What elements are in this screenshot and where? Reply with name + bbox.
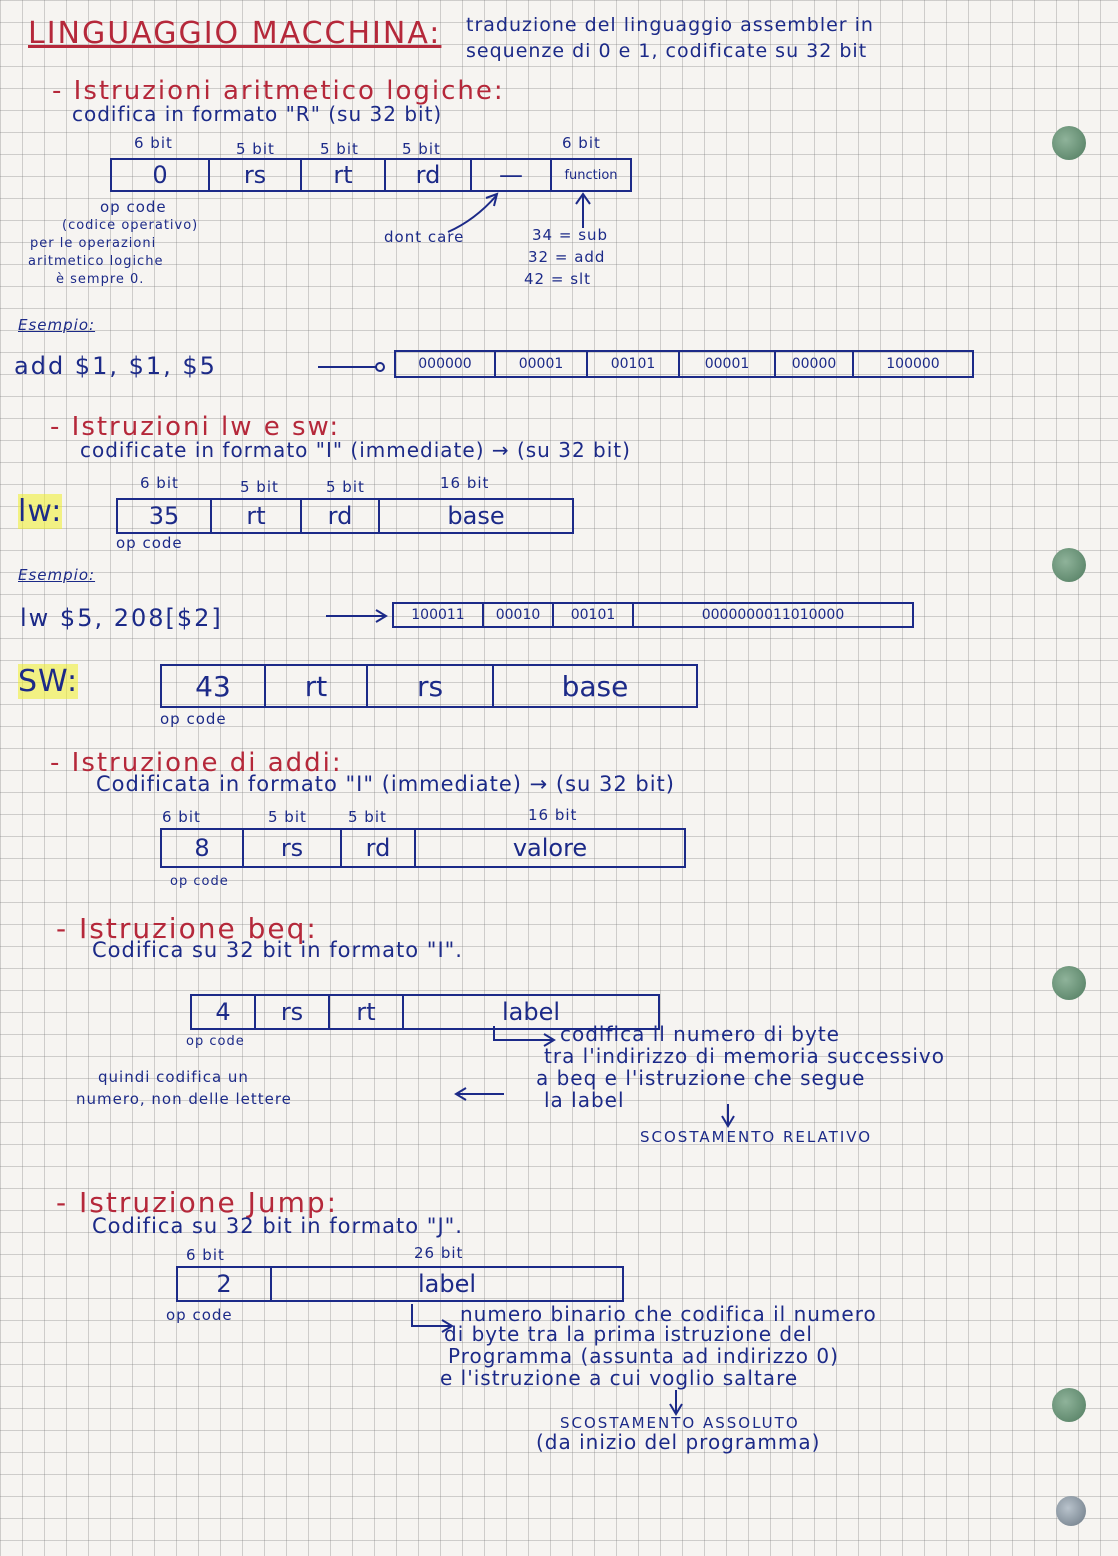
rt-cell: rt <box>330 996 404 1028</box>
arrow-icon <box>412 1304 450 1326</box>
opcode-note-1: op code <box>100 198 167 216</box>
opcode-label: op code <box>116 534 183 552</box>
bit-label: 5 bit <box>240 478 279 496</box>
dont-care-label: dont care <box>384 228 465 246</box>
beq-left-note-2: numero, non delle lettere <box>76 1090 292 1108</box>
function-cell: function <box>564 167 618 183</box>
rs-cell: rs <box>244 830 342 866</box>
opcode-label: op code <box>170 874 229 889</box>
beq-note-line-2: tra l'indirizzo di memoria successivo <box>544 1044 945 1068</box>
rt-cell: rt <box>302 160 386 190</box>
function-code: 32 = add <box>528 248 606 266</box>
example-label: Esempio: <box>18 316 96 334</box>
scostamento-assoluto: SCOSTAMENTO ASSOLUTO <box>560 1414 800 1432</box>
jump-subtitle: Codifica su 32 bit in formato "J". <box>92 1214 463 1238</box>
jump-note-line-2: di byte tra la prima istruzione del <box>444 1322 813 1346</box>
bit-label: 6 bit <box>162 808 201 826</box>
opcode-note-3: per le operazioni <box>30 236 157 251</box>
opcode-label: op code <box>186 1034 245 1049</box>
binary-field: 00101 <box>554 604 634 626</box>
opcode-note-4: aritmetico logiche <box>28 254 164 269</box>
opcode-cell: 4 <box>192 996 256 1028</box>
shamt-cell: — <box>472 160 552 190</box>
r-format-subtitle: codifica in formato "R" (su 32 bit) <box>72 102 443 126</box>
scostamento-assoluto-note: (da inizio del programma) <box>536 1430 821 1454</box>
binary-field: 00000 <box>776 352 854 376</box>
opcode-cell: 2 <box>178 1268 272 1300</box>
addi-heading: - Istruzione di addi: <box>50 748 343 778</box>
opcode-cell: 35 <box>118 500 212 532</box>
beq-left-note-1: quindi codifica un <box>98 1068 249 1086</box>
rd-cell: rd <box>342 830 416 866</box>
bit-label: 5 bit <box>402 140 441 158</box>
binary-field: 00001 <box>496 352 588 376</box>
sw-label: SW: <box>18 664 79 699</box>
opcode-cell: 0 <box>112 160 210 190</box>
rd-cell: rd <box>386 160 472 190</box>
addi-subtitle: Codificata in formato "I" (immediate) → (su 32 bit) <box>96 772 675 796</box>
binary-field: 00001 <box>680 352 776 376</box>
bit-label: 6 bit <box>562 134 601 152</box>
base-cell: base <box>561 669 629 703</box>
opcode-note-5: è sempre 0. <box>56 272 145 287</box>
jump-note-line-4: e l'istruzione a cui voglio saltare <box>440 1366 799 1390</box>
arrow-icon <box>448 196 496 232</box>
lw-label: lw: <box>18 494 63 529</box>
rs-cell: rs <box>210 160 302 190</box>
binary-field: 00101 <box>588 352 680 376</box>
bit-label: 16 bit <box>528 806 578 824</box>
beq-note-line-3: a beq e l'istruzione che segue <box>536 1066 866 1090</box>
bit-label: 6 bit <box>134 134 173 152</box>
binary-field: 000000 <box>396 352 496 376</box>
bit-label: 16 bit <box>440 474 490 492</box>
arrow-icon <box>376 363 384 371</box>
bit-label: 5 bit <box>236 140 275 158</box>
bit-label: 6 bit <box>186 1246 225 1264</box>
binary-field: 0000000011010000 <box>701 607 845 623</box>
opcode-label: op code <box>166 1306 233 1324</box>
label-cell: label <box>417 1270 477 1298</box>
binary-field: 100011 <box>394 604 484 626</box>
beq-note-line-4: la label <box>544 1088 625 1112</box>
bit-label: 5 bit <box>268 808 307 826</box>
label-cell: label <box>501 998 561 1026</box>
example-label: Esempio: <box>18 566 96 584</box>
bit-label: 5 bit <box>326 478 365 496</box>
example-instruction: lw $5, 208[$2] <box>20 604 223 632</box>
rt-cell: rt <box>212 500 302 532</box>
base-cell: base <box>447 502 505 530</box>
opcode-note-2: (codice operativo) <box>62 218 199 233</box>
scostamento-relativo: SCOSTAMENTO RELATIVO <box>640 1128 873 1146</box>
valore-cell: valore <box>512 834 588 862</box>
bit-label: 6 bit <box>140 474 179 492</box>
beq-heading: - Istruzione beq: <box>56 912 318 945</box>
r-format-heading: - Istruzioni aritmetico logiche: <box>52 76 505 106</box>
jump-note-line-3: Programma (assunta ad indirizzo 0) <box>448 1344 839 1368</box>
intro-line-1: traduzione del linguaggio assembler in <box>466 14 874 36</box>
rd-cell: rd <box>302 500 380 532</box>
bit-label: 5 bit <box>320 140 359 158</box>
opcode-cell: 43 <box>162 666 266 706</box>
example-instruction: add $1, $1, $5 <box>14 352 217 380</box>
function-code: 34 = sub <box>532 226 609 244</box>
binary-field: 100000 <box>886 356 940 372</box>
opcode-cell: 8 <box>162 830 244 866</box>
intro-line-2: sequenze di 0 e 1, codificate su 32 bit <box>466 40 868 62</box>
lwsw-heading: - Istruzioni lw e sw: <box>50 412 341 442</box>
jump-note-line-1: numero binario che codifica il numero <box>460 1302 877 1326</box>
bit-label: 5 bit <box>348 808 387 826</box>
rs-cell: rs <box>256 996 330 1028</box>
binary-field: 00010 <box>484 604 554 626</box>
arrow-icon <box>494 1026 552 1040</box>
beq-subtitle: Codifica su 32 bit in formato "I". <box>92 938 463 962</box>
rs-cell: rs <box>368 666 494 706</box>
lwsw-subtitle: codificate in formato "I" (immediate) → (su 32 bit) <box>80 438 631 462</box>
rt-cell: rt <box>266 666 368 706</box>
beq-note-line-1: codifica il numero di byte <box>560 1022 840 1046</box>
jump-heading: - Istruzione Jump: <box>56 1186 339 1219</box>
opcode-label: op code <box>160 710 227 728</box>
bit-label: 26 bit <box>414 1244 464 1262</box>
function-code: 42 = slt <box>524 270 592 288</box>
page-title: LINGUAGGIO MACCHINA: <box>28 16 442 51</box>
